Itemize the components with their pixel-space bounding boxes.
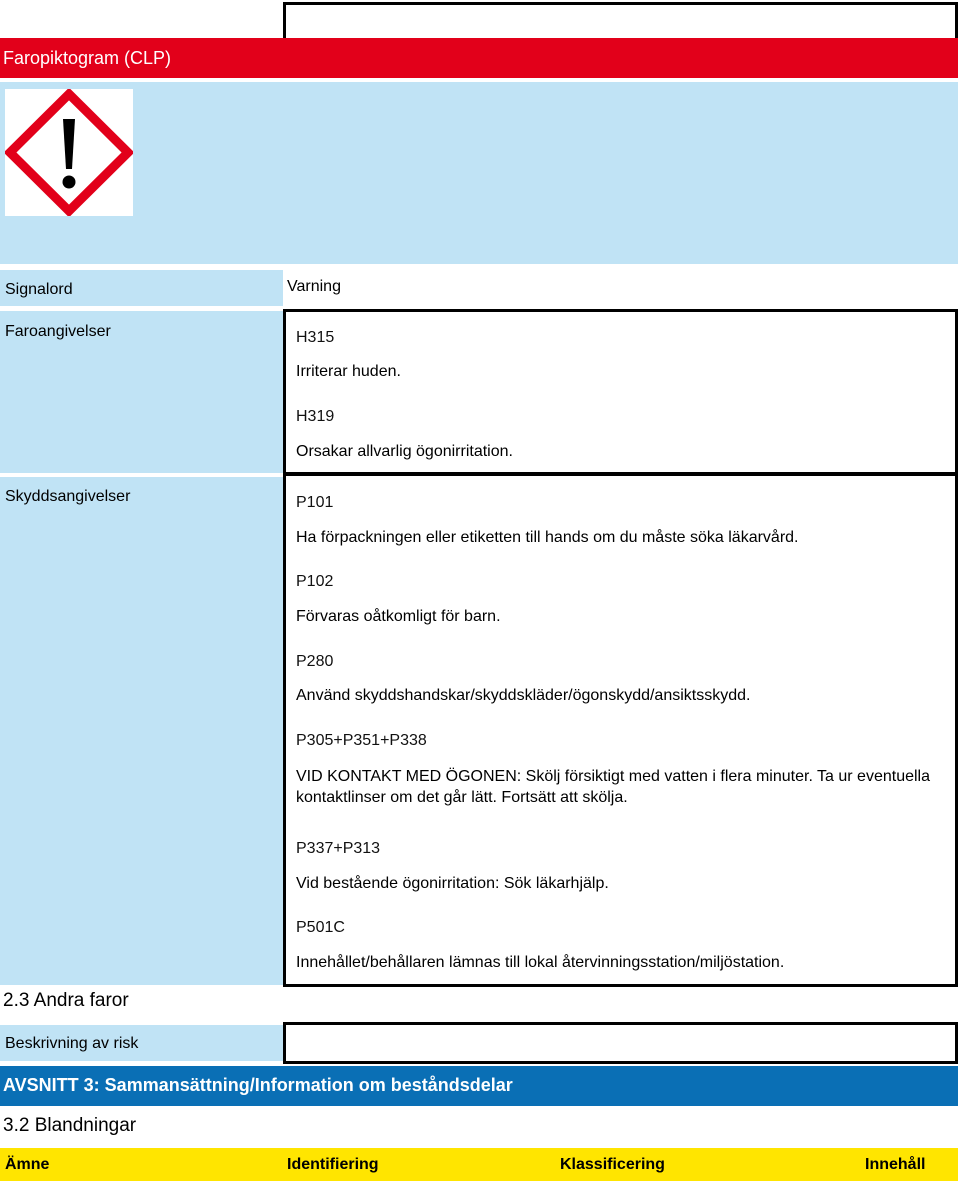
section3-header (0, 1066, 958, 1106)
pictogram-frame (5, 89, 133, 216)
risk-value-box (283, 1022, 958, 1064)
column-header-substance: Ämne (5, 1156, 50, 1173)
pictogram-header-text: Faropiktogram (CLP) (3, 48, 172, 68)
precaution-text-6: Innehållet/behållaren lämnas till lokal återvinningsstation/miljöstation. (296, 954, 785, 971)
pictogram-header (0, 38, 958, 78)
column-header-content: Innehåll (865, 1156, 926, 1173)
signal-label: Signalord (5, 281, 73, 298)
precaution-text-2: Förvaras oåtkomligt för barn. (296, 608, 501, 625)
hazard-text-2: Orsakar allvarlig ögonirritation. (296, 443, 513, 460)
hazard-label: Faroangivelser (5, 323, 111, 340)
risk-label: Beskrivning av risk (5, 1035, 139, 1052)
other-hazards-heading (3, 990, 129, 1012)
precaution-text-4: VID KONTAKT MED ÖGONEN: Skölj försiktigt med vatten i flera minuter. Ta ur eventuella kontaktlinser om det går lätt. Fortsätt att skölja. (296, 768, 930, 806)
top-empty-box (283, 2, 958, 42)
mixtures-text: 3.2 Blandningar (3, 1115, 137, 1136)
precaution-code-1: P101 (296, 494, 334, 511)
hazard-code-2: H319 (296, 408, 335, 425)
hazard-code-1: H315 (296, 329, 335, 346)
column-header-classification: Klassificering (560, 1156, 665, 1173)
precaution-code-2: P102 (296, 573, 334, 590)
precaution-label-cell (0, 477, 283, 985)
precaution-code-6: P501C (296, 919, 345, 936)
precaution-code-5: P337+P313 (296, 840, 381, 857)
hazard-label-cell (0, 311, 283, 473)
hazard-box (283, 309, 958, 475)
signal-label-cell (0, 270, 283, 306)
pictogram-area (0, 82, 958, 264)
precaution-box (283, 473, 958, 987)
other-hazards-text: 2.3 Andra faror (3, 990, 129, 1011)
precaution-text-3: Använd skyddshandskar/skyddskläder/ögonskydd/ansiktsskydd. (296, 687, 751, 704)
precaution-text-1: Ha förpackningen eller etiketten till hands om du måste söka läkarvård. (296, 529, 799, 546)
precaution-label: Skyddsangivelser (5, 488, 131, 505)
precaution-code-4: P305+P351+P338 (296, 732, 427, 749)
precaution-code-3: P280 (296, 653, 334, 670)
column-header-identification: Identifiering (287, 1156, 379, 1173)
precaution-text-5: Vid bestående ögonirritation: Sök läkarhjälp. (296, 875, 609, 892)
hazard-text-1: Irriterar huden. (296, 363, 401, 380)
signal-value: Varning (287, 278, 341, 295)
exclamation-mark-icon (5, 89, 133, 216)
mixtures-heading (3, 1115, 136, 1137)
risk-label-cell (0, 1025, 283, 1061)
table-header (0, 1148, 958, 1181)
section3-header-text: AVSNITT 3: Sammansättning/Information om beståndsdelar (3, 1075, 513, 1095)
